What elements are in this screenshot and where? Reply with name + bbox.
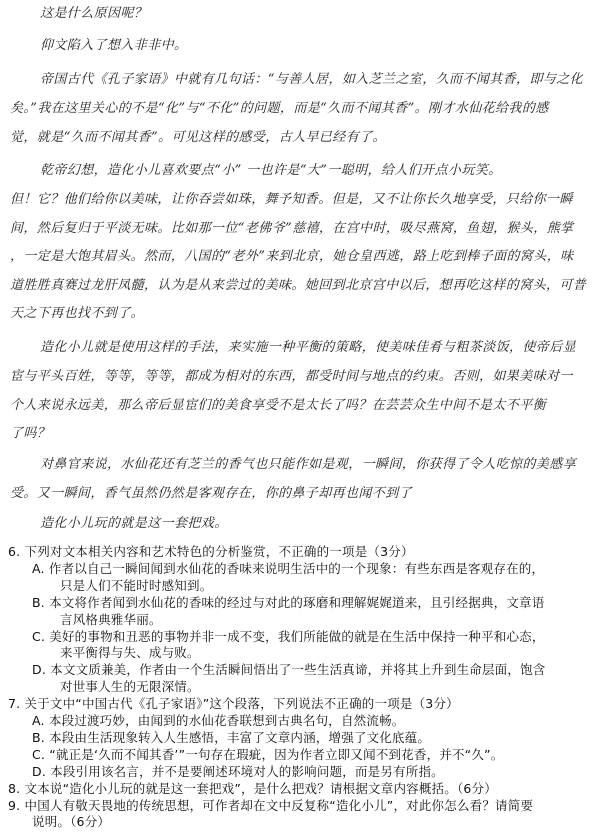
passage-line: 矣。”我在这里关心的不是“化”与“不化”的问题，而是“久而不闻其香”。刚才水仙花给我的感 — [10, 101, 549, 116]
passage-line: 对鼻官来说，水仙花还有芝兰的香气也只能作如是观，一瞬间，你获得了令人吃惊的美感享 — [40, 457, 577, 472]
passage-line: 了吗？ — [10, 426, 51, 441]
passage-line: 造化小儿就是使用这样的手法，来实施一种平衡的策略，使美味佳肴与粗茶淡饭，使帝后显 — [40, 340, 577, 355]
passage-line: 这是什么原因呢？ — [40, 6, 148, 21]
question-6-option-b-cont: 言风格典雅华丽。 — [60, 611, 162, 627]
passage-line: ，一定是大饱其眉头。然而，八国的“老外”来到北京，她仓皇西逃，路上吃到棒子面的窝头，味 — [10, 249, 574, 264]
question-6-option-d: D. 本文文质兼美，作者由一个生活瞬间悟出了一些生活真谛，并将其上升到生命层面，饱含 — [32, 662, 546, 678]
passage-line: 但！它？他们给你以美味，让你吞尝如珠，舞予知香。但是，又不让你长久地享受，只给你一瞬 — [10, 192, 573, 207]
question-8: 8. 文本说“造化小儿玩的就是这一套把戏”，是什么把戏？请根据文章内容概括。（6分） — [8, 780, 497, 796]
question-6-option-b: B. 本文将作者闻到水仙花的香味的经过与对此的琢磨和理解娓娓道来，且引经据典，文章语 — [32, 594, 545, 610]
question-6-option-a: A. 作者以自己一瞬间闻到水仙花的香味来说明生活中的一个现象：有些东西是客观存在的， — [32, 560, 545, 576]
question-9-cont: 说明。（6分） — [32, 814, 111, 830]
passage-line: 乾帝幻想，造化小儿喜欢要点“小” 一也许是“大”一聪明，给人们开点小玩笑。 — [40, 163, 502, 178]
question-9: 9. 中国人有敬天畏地的传统思想，可作者却在文中反复称“造化小儿”，对此你怎么看？请简要 — [8, 797, 534, 813]
question-6-option-a-cont: 只是人们不能时时感知到。 — [60, 577, 213, 593]
passage-line: 仰文陷入了想入非非中。 — [40, 38, 188, 53]
passage-line: 天之下再也找不到了。 — [10, 306, 145, 321]
passage-line: 间，然后复归于平淡无味。比如那一位“老佛爷”慈禧，在宫中时，吸尽燕窝，鱼翅，猴头，熊掌 — [10, 221, 574, 236]
passage-line: 个人来说永远美，那么帝后显宦们的美食享受不是太长了吗？在芸芸众生中间不是太不平衡 — [10, 398, 547, 413]
question-7-option-d: D. 本段引用该名言，并不是要阐述环境对人的影响问题，而是另有所指。 — [32, 763, 444, 779]
passage-line: 受。又一瞬间，香气虽然仍然是客观存在，你的鼻子却再也闻不到了 — [10, 486, 413, 501]
question-6-option-c-cont: 来平衡得与失、成与败。 — [60, 645, 200, 661]
question-7-option-a: A. 本段过渡巧妙，由闻到的水仙花香联想到古典名句，自然流畅。 — [32, 713, 405, 728]
question-6-option-d-cont: 对世事人生的无限深情。 — [60, 679, 200, 695]
passage-line: 觉，就是“久而不闻其香”。可见这样的感受，古人早已经有了。 — [10, 130, 386, 145]
passage-line: 道胜胜真赛过龙肝凤髓，认为是从来尝过的美味。她回到北京宫中以后，想再吃这样的窝头，可普 — [10, 278, 587, 293]
question-7-option-c: C. “就正是‘久而不闻其香’”一句存在瑕疵，因为作者立即又闻不到花香，并不“久”。 — [32, 746, 504, 762]
question-7: 7. 关于文中“中国古代《孔子家语》”这个段落，下列说法不正确的一项是（3分） — [8, 696, 459, 712]
question-6-option-c: C. 美好的事物和丑恶的事物并非一成不变，我们所能做的就是在生活中保持一种平和心态， — [32, 628, 545, 644]
question-6: 6. 下列对文本相关内容和艺术特色的分析鉴赏，不正确的一项是（3分） — [8, 544, 414, 559]
passage-line: 宦与平头百姓，等等，等等，都成为相对的东西，都受时间与地点的约束。否则，如果美味对一 — [10, 369, 573, 384]
passage-line: 造化小儿玩的就是这一套把戏。 — [40, 516, 228, 531]
passage-line: 帝国古代《孔子家语》中就有几句话：“与善人居，如入芝兰之室，久而不闻其香，即与之化 — [40, 72, 584, 87]
question-7-option-b: B. 本段由生活现象转入人生感悟，丰富了文章内涵，增强了文化底蕴。 — [32, 729, 431, 745]
